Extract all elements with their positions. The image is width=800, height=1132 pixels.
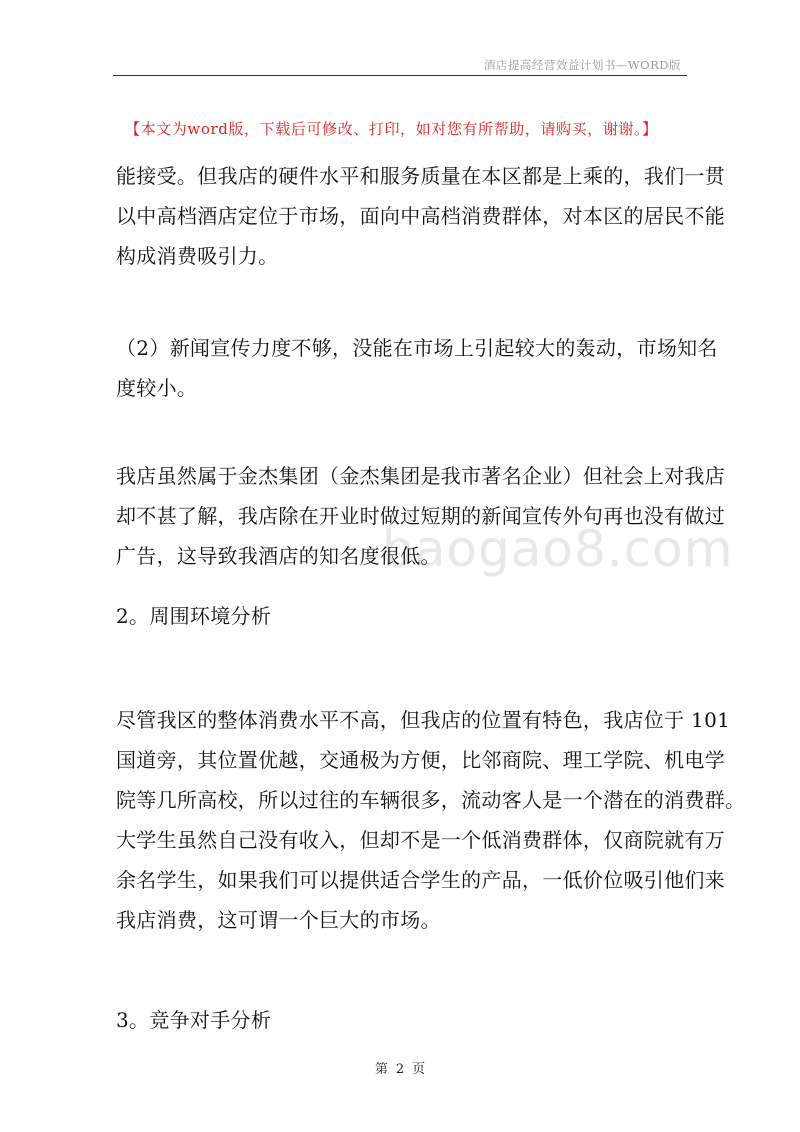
text-line: 构成消费吸引力。 (116, 244, 279, 268)
page-header (113, 54, 687, 76)
text-line: 我店消费，这可谓一个巨大的市场。 (116, 908, 441, 932)
paragraph-4 (116, 700, 746, 940)
text-line: 2。周围环境分析 (116, 604, 272, 628)
footer-prefix: 第 (374, 1062, 388, 1077)
text-line: 广告，这导致我酒店的知名度很低。 (116, 544, 441, 568)
text-line: 大学生虽然自己没有收入，但却不是一个低消费群体，仅商院就有万 (116, 828, 725, 852)
text-line: 能接受。但我店的硬件水平和服务质量在本区都是上乘的，我们一贯 (116, 164, 725, 188)
text-line: 院等几所高校，所以过往的车辆很多，流动客人是一个潜在的消费群。 (116, 788, 746, 812)
text-line: （2）新闻宣传力度不够，没能在市场上引起较大的轰动，市场知名 (116, 336, 718, 360)
paragraph-3 (116, 456, 725, 576)
text-line: 度较小。 (116, 376, 198, 400)
watermark: baogao8.com (382, 520, 734, 578)
section-heading-3 (116, 1000, 700, 1040)
page-number: 2 (395, 1062, 405, 1077)
footer-suffix: 页 (412, 1062, 426, 1077)
text-line: 余名学生，如果我们可以提供适合学生的产品，一低价位吸引他们来 (116, 868, 725, 892)
text-line: 以中高档酒店定位于市场，面向中高档消费群体，对本区的居民不能 (116, 204, 725, 228)
text-line: 却不甚了解，我店除在开业时做过短期的新闻宣传外句再也没有做过 (116, 504, 725, 528)
header-title: 酒店提高经营效益计划书—WORD版 (483, 58, 681, 72)
paragraph-1 (116, 156, 725, 276)
paragraph-2 (116, 328, 718, 408)
page-footer (0, 1058, 800, 1077)
text-line: 3。竞争对手分析 (116, 1008, 272, 1032)
text-line: 尽管我区的整体消费水平不高，但我店的位置有特色，我店位于 101 (116, 708, 731, 732)
download-notice: 【本文为word版，下载后可修改、打印，如对您有所帮助，请购买，谢谢。】 (125, 120, 658, 138)
text-line: 国道旁，其位置优越，交通极为方便，比邻商院、理工学院、机电学 (116, 748, 725, 772)
section-heading-2 (116, 596, 700, 636)
text-line: 我店虽然属于金杰集团（金杰集团是我市著名企业）但社会上对我店 (116, 464, 725, 488)
